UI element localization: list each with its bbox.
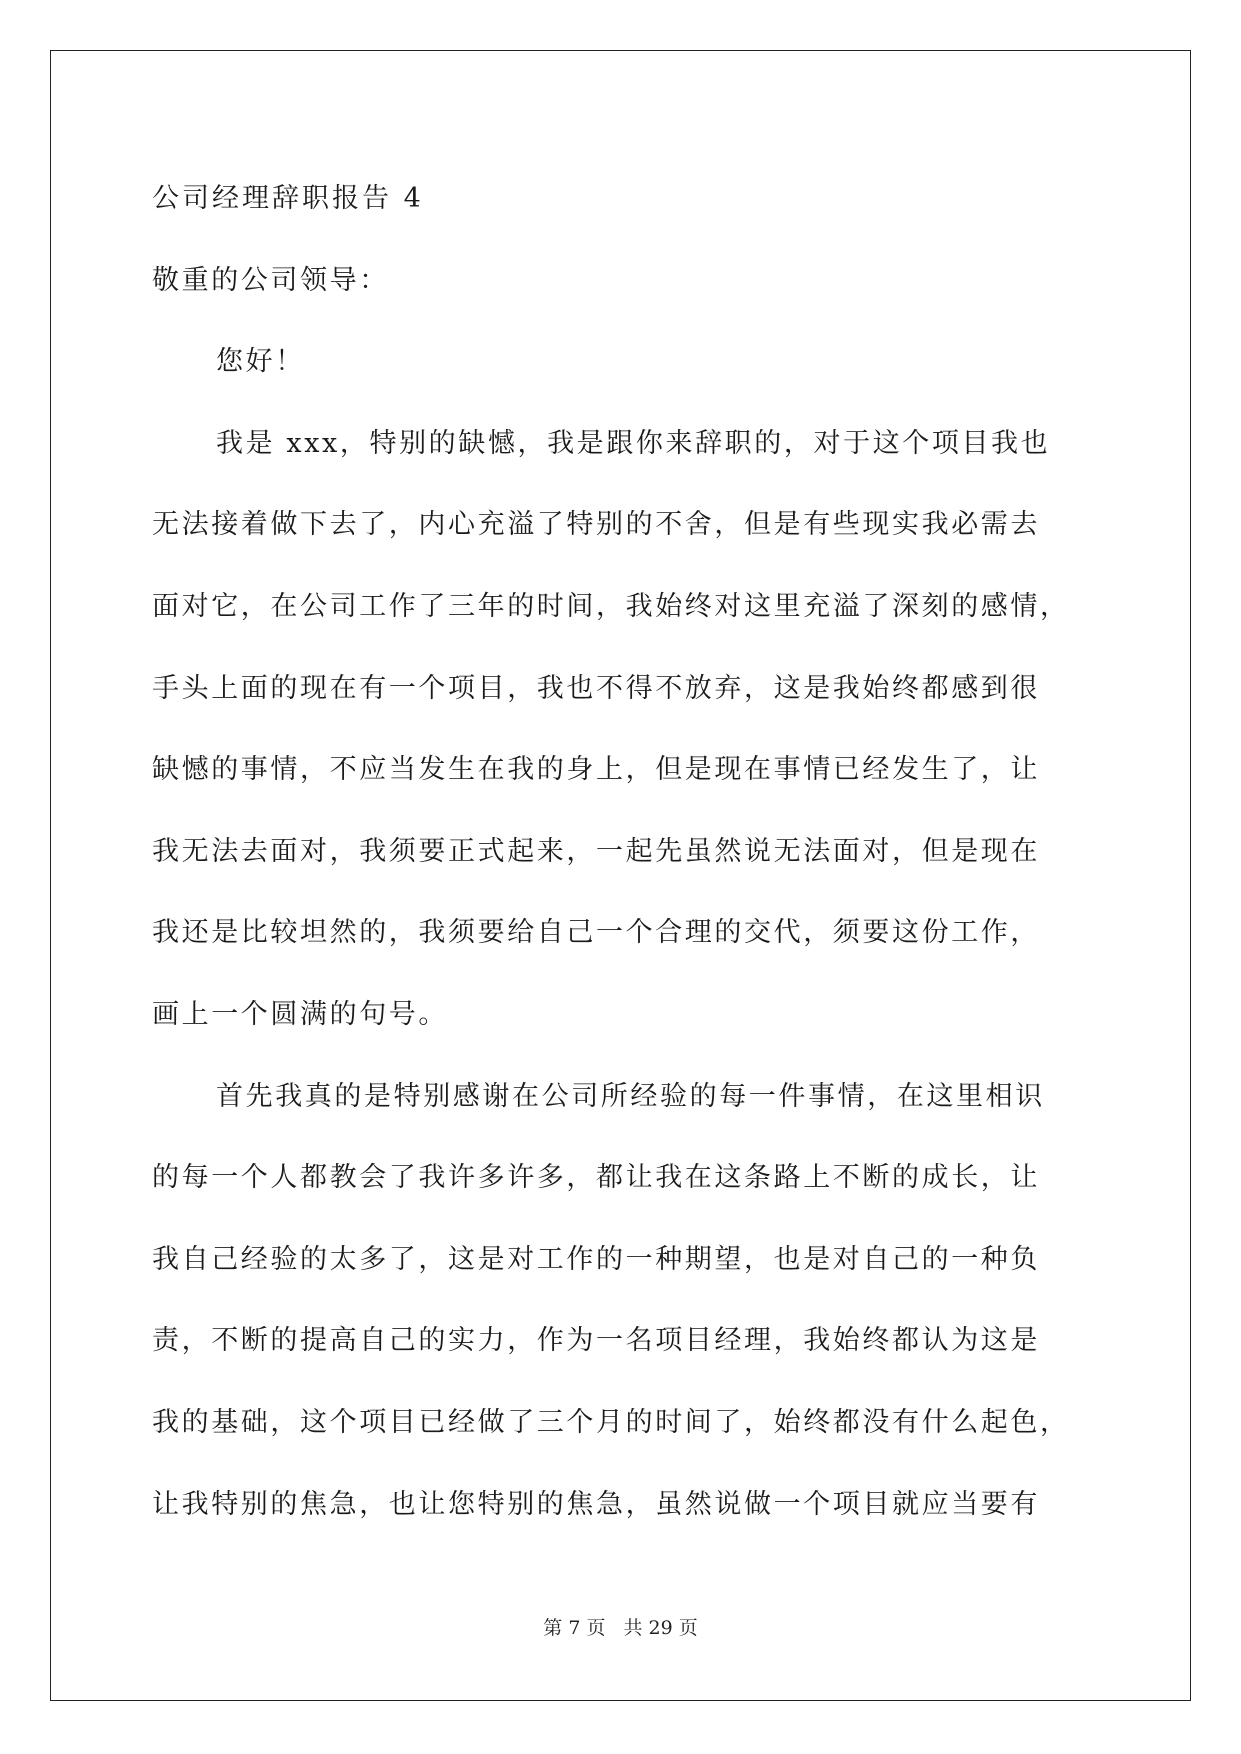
paragraph-line: 让我特别的焦急，也让您特别的焦急，虽然说做一个项目就应当要有 <box>152 1488 1040 1520</box>
paragraph-line: 画上一个圆满的句号。 <box>152 998 448 1030</box>
greeting: 您好！ <box>216 346 305 378</box>
paragraph-line: 首先我真的是特别感谢在公司所经验的每一件事情，在这里相识 <box>216 1080 1045 1112</box>
paragraph-2 <box>152 1056 1112 1546</box>
document-body <box>152 158 1112 1545</box>
paragraph-line: 我还是比较坦然的，我须要给自己一个合理的交代，须要这份工作， <box>152 917 1040 949</box>
document-title: 公司经理辞职报告 4 <box>152 183 424 214</box>
page-number: 第 7 页 <box>543 1617 606 1639</box>
paragraph-line: 我自己经验的太多了，这是对工作的一种期望，也是对自己的一种负 <box>152 1243 1040 1275</box>
page-footer <box>0 1616 1241 1640</box>
paragraph-line: 缺憾的事情，不应当发生在我的身上，但是现在事情已经发生了，让 <box>152 754 1040 786</box>
paragraph-line: 我是 xxx，特别的缺憾，我是跟你来辞职的，对于这个项目我也 <box>216 427 1051 459</box>
paragraph-line: 面对它，在公司工作了三年的时间，我始终对这里充溢了深刻的感情， <box>152 590 1070 622</box>
salutation: 敬重的公司领导： <box>152 264 389 296</box>
paragraph-line: 无法接着做下去了，内心充溢了特别的不舍，但是有些现实我必需去 <box>152 509 1040 541</box>
paragraph-1 <box>152 403 1112 1056</box>
paragraph-line: 我无法去面对，我须要正式起来，一起先虽然说无法面对，但是现在 <box>152 835 1040 867</box>
paragraph-line: 我的基础，这个项目已经做了三个月的时间了，始终都没有什么起色， <box>152 1406 1070 1438</box>
page-total: 共 29 页 <box>623 1617 698 1639</box>
paragraph-line: 的每一个人都教会了我许多许多，都让我在这条路上不断的成长，让 <box>152 1162 1040 1194</box>
paragraph-line: 手头上面的现在有一个项目，我也不得不放弃，这是我始终都感到很 <box>152 672 1040 704</box>
paragraph-line: 责，不断的提高自己的实力，作为一名项目经理，我始终都认为这是 <box>152 1325 1040 1357</box>
